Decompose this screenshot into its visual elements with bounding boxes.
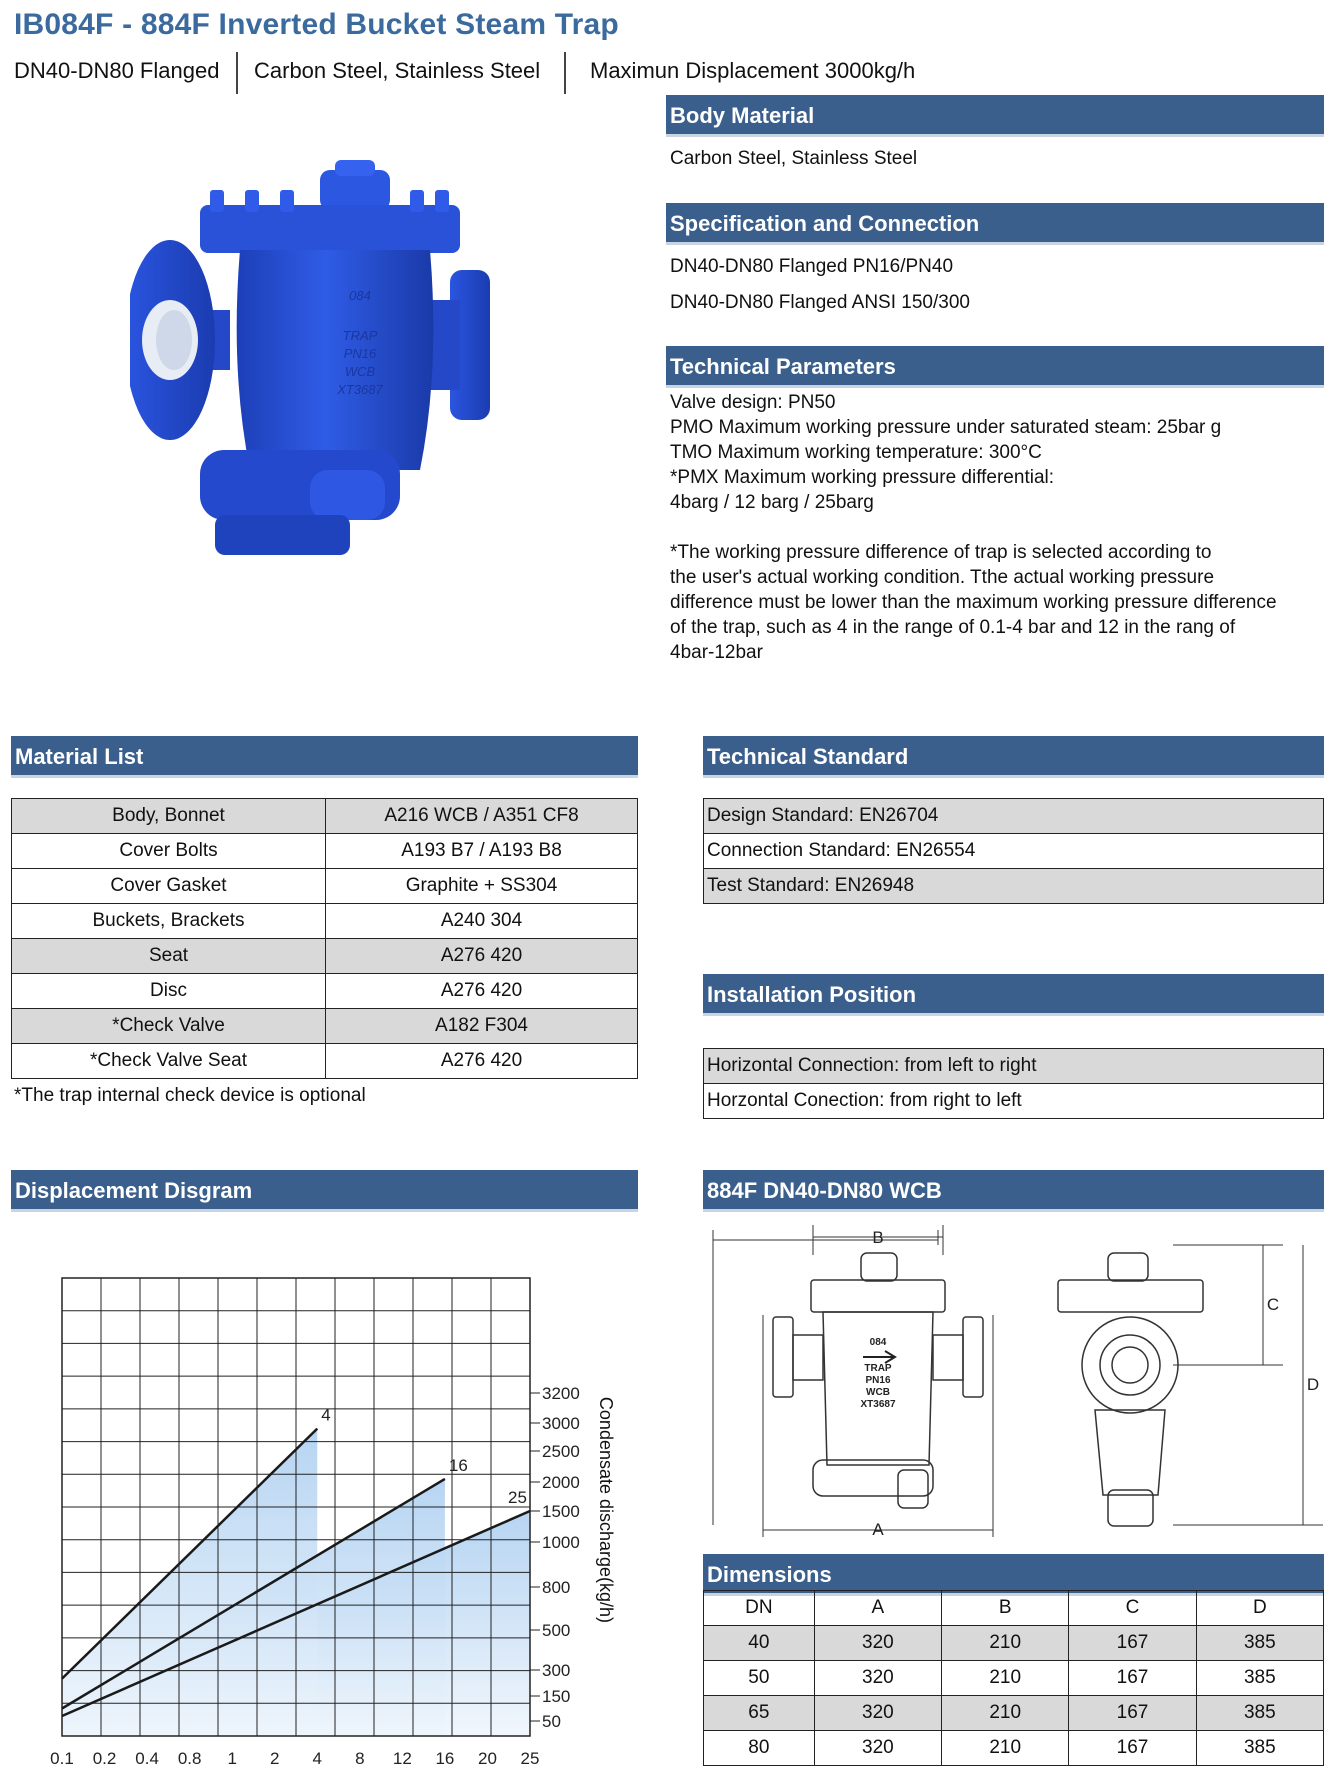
table-cell: 385 [1196,1731,1323,1766]
table-row [704,869,1324,904]
marking: 084 [349,288,371,303]
x-tick-label: 16 [435,1749,455,1768]
table-cell: Cover Bolts [12,834,326,869]
displacement-heading: Displacement Disgram [11,1170,638,1212]
material-footnote: *The trap internal check device is optional [14,1085,366,1106]
table-cell: A193 B7 / A193 B8 [326,834,638,869]
body-material-text: Carbon Steel, Stainless Steel [670,148,918,169]
installation-heading: Installation Position [703,974,1324,1016]
product-image [130,160,560,640]
spec-heading: Specification and Connection [666,203,1324,245]
y-tick-label: 500 [542,1621,571,1640]
trap-body [237,250,434,470]
table-cell: Connection Standard: EN26554 [704,834,1324,869]
body-material-heading: Body Material [666,95,1324,137]
note-line: 4bar-12bar [670,642,763,663]
material-list-heading: Material List [11,736,638,778]
tech-params-heading: Technical Parameters [666,346,1324,388]
table-row [12,904,638,939]
table-row [704,1049,1324,1084]
table-cell: *Check Valve [12,1009,326,1044]
drawing-marking: XT3687 [860,1399,896,1410]
series-label: 4 [321,1405,331,1425]
x-tick-label: 0.4 [135,1749,159,1768]
page-title: IB084F - 884F Inverted Bucket Steam Trap [14,8,619,41]
table-row [704,834,1324,869]
y-tick-label: 800 [542,1578,571,1597]
y-tick-label: 2000 [542,1473,580,1492]
x-tick-label: 12 [392,1749,412,1768]
tech-param-line: Valve design: PN50 [670,392,836,413]
marking: WCB [344,364,376,379]
table-cell: 167 [1069,1661,1196,1696]
y-tick-label: 1500 [542,1502,580,1521]
table-row [704,799,1324,834]
tech-param-line: PMO Maximum working pressure under saturated steam: 25bar g [670,417,1222,438]
subtitle-material: Carbon Steel, Stainless Steel [254,58,541,83]
drawing-marking: WCB [866,1387,890,1398]
table-cell: Buckets, Brackets [12,904,326,939]
y-tick-label: 300 [542,1661,571,1680]
dimensions-table [703,1590,1324,1766]
table-cell: 385 [1196,1626,1323,1661]
table-row [704,1626,1324,1661]
cover-flange [200,205,460,253]
x-tick-label: 8 [355,1749,365,1768]
table-row [12,799,638,834]
x-tick-label: 2 [269,1749,280,1768]
table-cell: Horizontal Connection: from left to right [704,1049,1324,1084]
x-tick-label: 25 [520,1749,540,1768]
table-cell: A182 F304 [326,1009,638,1044]
table-cell: A216 WCB / A351 CF8 [326,799,638,834]
flow-arrow-icon [863,1351,895,1363]
y-tick-label: 2500 [542,1442,580,1461]
y-tick-label: 1000 [542,1533,580,1552]
series-label: 16 [448,1455,468,1475]
y-axis-label: Condensate discharge(kg/h) [596,1396,616,1624]
y-tick-label: 3200 [542,1384,580,1403]
drawing-heading: 884F DN40-DN80 WCB [703,1170,1324,1212]
tech-params-note [670,540,1277,665]
drawing-marking: TRAP [864,1363,892,1374]
table-cell: A276 420 [326,939,638,974]
material-list-table [11,798,638,1079]
table-row [704,1661,1324,1696]
table-cell: 320 [814,1626,941,1661]
x-tick-label: 0.8 [177,1749,202,1768]
dim-label-a: A [872,1520,884,1539]
table-row [704,1696,1324,1731]
subtitle-displacement: Maximun Displacement 3000kg/h [590,58,916,83]
tech-params-list [670,390,1221,515]
table-cell: A276 420 [326,974,638,1009]
dim-label-b: B [872,1228,884,1247]
table-cell: 40 [704,1626,815,1661]
table-cell: Horzontal Conection: from right to left [704,1084,1324,1119]
table-cell: 320 [814,1696,941,1731]
table-cell: 210 [942,1696,1069,1731]
column-header: D [1196,1591,1323,1626]
dim-label-c: C [1266,1295,1280,1314]
x-tick-label: 0.1 [50,1749,74,1768]
table-header-row [704,1591,1324,1626]
tech-standard-heading: Technical Standard [703,736,1324,778]
drawing-marking: 084 [869,1337,887,1348]
tech-param-line: *PMX Maximum working pressure differential: [670,467,1055,488]
drawing-marking: PN16 [865,1375,891,1386]
y-tick-label: 3000 [542,1414,580,1433]
table-row [12,1009,638,1044]
table-cell: Cover Gasket [12,869,326,904]
dim-label-d: D [1306,1375,1320,1394]
note-line: *The working pressure difference of trap is selected according to [670,542,1212,563]
table-row [704,1084,1324,1119]
table-cell: 385 [1196,1661,1323,1696]
table-cell: 167 [1069,1731,1196,1766]
table-cell: 167 [1069,1626,1196,1661]
table-cell: Graphite + SS304 [326,869,638,904]
table-cell: Seat [12,939,326,974]
table-row [12,1044,638,1079]
table-cell: Design Standard: EN26704 [704,799,1324,834]
spec-line: DN40-DN80 Flanged PN16/PN40 [670,256,954,277]
column-header: A [814,1591,941,1626]
tech-param-line: 4barg / 12 barg / 25barg [670,492,874,513]
x-tick-label: 20 [477,1749,497,1768]
note-line: of the trap, such as 4 in the range of 0.1-4 bar and 12 in the rang of [670,617,1236,638]
spec-line: DN40-DN80 Flanged ANSI 150/300 [670,292,970,313]
table-cell: 320 [814,1731,941,1766]
dimensions-heading: Dimensions [703,1554,1324,1596]
table-cell: 210 [942,1661,1069,1696]
table-cell: A240 304 [326,904,638,939]
table-row [12,869,638,904]
installation-table [703,1048,1324,1119]
table-cell: 50 [704,1661,815,1696]
displacement-chart [0,1230,650,1774]
tech-param-line: TMO Maximum working temperature: 300°C [670,442,1042,463]
table-cell: Disc [12,974,326,1009]
note-line: difference must be lower than the maximum working pressure difference [670,592,1277,613]
subtitle-divider [564,52,566,94]
marking: TRAP [342,328,378,343]
table-cell: 167 [1069,1696,1196,1731]
series-label: 25 [508,1488,527,1507]
table-cell: 80 [704,1731,815,1766]
table-row [12,974,638,1009]
table-cell: A276 420 [326,1044,638,1079]
x-tick-label: 4 [312,1749,323,1768]
y-tick-label: 50 [542,1712,561,1731]
subtitle-size: DN40-DN80 Flanged [14,58,220,83]
y-tick-label: 150 [542,1687,571,1706]
table-cell: 385 [1196,1696,1323,1731]
marking: XT3687 [337,382,383,397]
note-line: the user's actual working condition. Tthe actual working pressure [670,567,1215,588]
x-tick-label: 1 [227,1749,237,1768]
dimension-drawing [703,1225,1324,1545]
marking: PN16 [343,346,377,361]
table-cell: *Check Valve Seat [12,1044,326,1079]
x-tick-label: 0.2 [92,1749,117,1768]
table-cell: Body, Bonnet [12,799,326,834]
table-row [12,939,638,974]
column-header: B [942,1591,1069,1626]
column-header: DN [704,1591,815,1626]
table-cell: 320 [814,1661,941,1696]
table-cell: 65 [704,1696,815,1731]
table-row [704,1731,1324,1766]
table-cell: 210 [942,1626,1069,1661]
table-cell: 210 [942,1731,1069,1766]
table-cell: Test Standard: EN26948 [704,869,1324,904]
subtitle-divider [236,52,238,94]
tech-standard-table [703,798,1324,904]
table-row [12,834,638,869]
column-header: C [1069,1591,1196,1626]
